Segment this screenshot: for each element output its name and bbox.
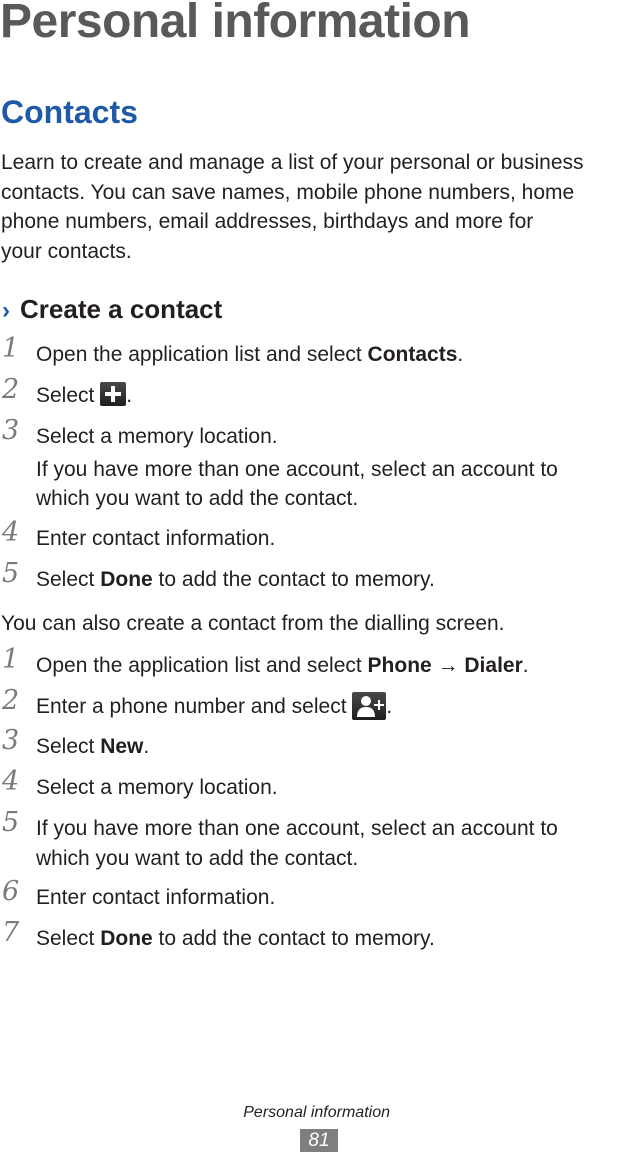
- step-number: 5: [2, 558, 20, 589]
- step-text: [36, 692, 626, 722]
- step-text-plain: Enter a phone number and select: [36, 695, 353, 718]
- arrow-icon: →: [431, 654, 465, 677]
- add-icon: [100, 382, 126, 406]
- chevron-right-icon: ›: [2, 297, 10, 324]
- step-text-bold: Done: [100, 927, 153, 950]
- intro-line: Learn to create and manage a list of your personal or business: [1, 151, 584, 174]
- step-text-plain: .: [386, 695, 393, 718]
- step-text-plain: which you want to add the contact.: [36, 846, 359, 870]
- step-text-plain: .: [126, 384, 133, 407]
- step-text-plain: If you have more than one account, select an account to: [36, 457, 558, 481]
- step-text: Enter contact information.: [36, 886, 276, 909]
- intro-line: phone numbers, email addresses, birthdays and more for: [1, 210, 534, 233]
- step-text-bold: Phone: [367, 654, 432, 677]
- step-text-plain: Open the application list and select: [36, 654, 368, 677]
- mid-paragraph: You can also create a contact from the dialling screen.: [1, 612, 505, 635]
- step-text: [36, 814, 626, 873]
- step-number: 3: [2, 725, 20, 756]
- step-text-plain: Select: [36, 927, 101, 950]
- section-title: Contacts: [1, 94, 138, 130]
- step-text-plain: Select a memory location.: [36, 425, 278, 448]
- step-text: [36, 422, 626, 514]
- step-number: 1: [2, 644, 20, 675]
- step-number: 5: [2, 807, 20, 838]
- step-number: 4: [2, 517, 20, 548]
- step-text-bold: New: [100, 735, 144, 758]
- step-text-plain: .: [457, 343, 464, 366]
- step-number: 4: [2, 766, 20, 797]
- step-text: Enter contact information.: [36, 527, 276, 550]
- intro-paragraph: [1, 148, 631, 266]
- step-text-plain: Select: [36, 568, 101, 591]
- step-text-plain: If you have more than one account, select an account to: [36, 817, 558, 840]
- step-text-plain: .: [143, 735, 150, 758]
- add-contact-icon: [352, 692, 386, 720]
- step-number: 6: [2, 876, 20, 907]
- step-number: 2: [2, 374, 20, 405]
- step-text: Select a memory location.: [36, 776, 278, 799]
- step-text-plain: to add the contact to memory.: [152, 927, 435, 950]
- footer-section-label: Personal information: [243, 1104, 390, 1121]
- step-text-plain: Select: [36, 384, 101, 407]
- step-text: [36, 924, 626, 954]
- subheading: [2, 294, 222, 325]
- step-text-plain: Select: [36, 735, 101, 758]
- step-number: 3: [2, 415, 20, 446]
- step-text-plain: .: [522, 654, 529, 677]
- step-text-plain: to add the contact to memory.: [152, 568, 435, 591]
- step-number: 1: [2, 333, 20, 364]
- step-text-bold: Dialer: [464, 654, 523, 677]
- step-text-bold: Done: [100, 568, 153, 591]
- page-number: 81: [300, 1129, 338, 1152]
- step-text: [36, 732, 626, 762]
- subheading-text: Create a contact: [20, 294, 223, 324]
- step-number: 7: [2, 917, 20, 948]
- intro-line: your contacts.: [1, 239, 132, 263]
- chapter-title: Personal information: [0, 0, 471, 48]
- step-text: [36, 565, 626, 595]
- step-text: [36, 651, 626, 681]
- step-text-plain: which you want to add the contact.: [36, 487, 359, 510]
- step-text: [36, 340, 626, 370]
- intro-line: contacts. You can save names, mobile phone numbers, home: [1, 180, 575, 204]
- step-text-bold: Contacts: [367, 343, 458, 366]
- step-text-plain: Open the application list and select: [36, 343, 368, 366]
- step-text: [36, 381, 626, 411]
- step-number: 2: [2, 685, 20, 716]
